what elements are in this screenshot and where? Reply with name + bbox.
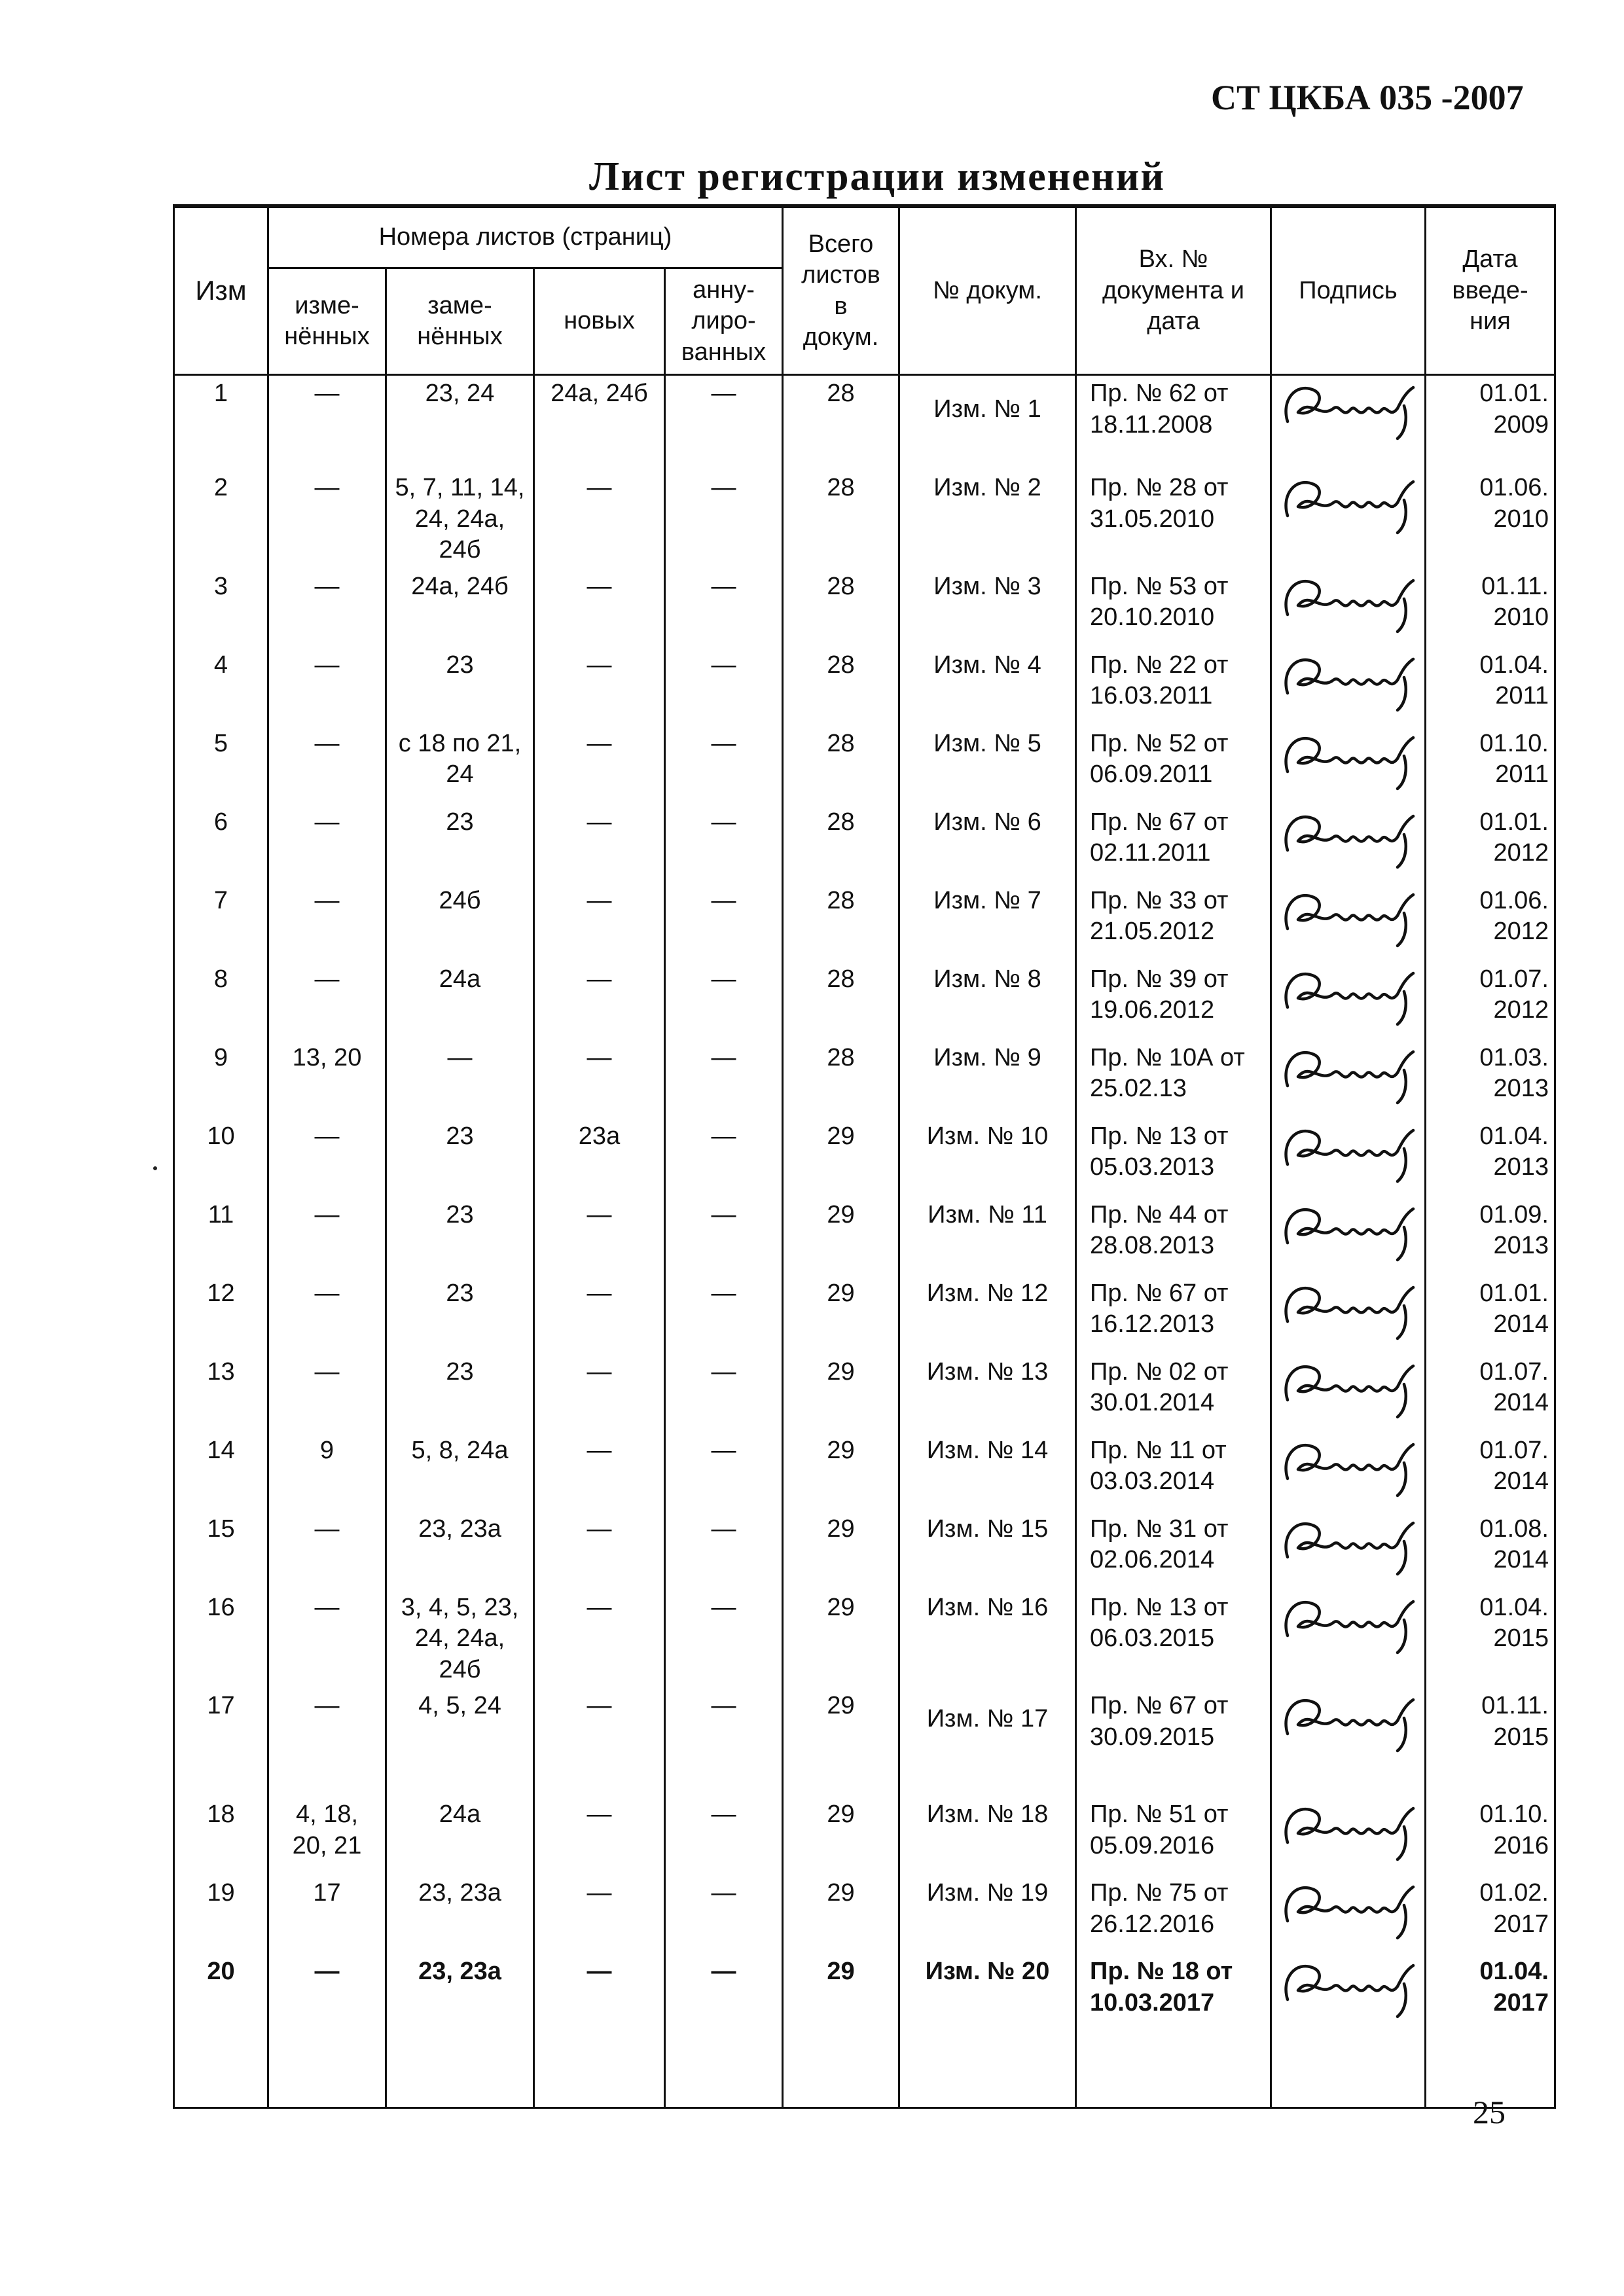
cell-doc-number: Изм. № 7 bbox=[899, 880, 1076, 959]
cell-incoming: Пр. № 33 от 21.05.2012 bbox=[1076, 880, 1271, 959]
handwritten-signature-icon bbox=[1277, 1954, 1421, 2019]
table-row bbox=[174, 1352, 1555, 1430]
cell-doc-number: Изм. № 5 bbox=[899, 723, 1076, 802]
change-registration-table bbox=[173, 204, 1556, 2109]
cell-total-sheets: 29 bbox=[783, 1509, 899, 1587]
cell-doc-number: Изм. № 13 bbox=[899, 1352, 1076, 1430]
cell-signature bbox=[1271, 1273, 1426, 1352]
cell-changed: — bbox=[268, 375, 386, 468]
cell-new: — bbox=[534, 880, 665, 959]
table-row bbox=[174, 1430, 1555, 1509]
cell-doc-number: Изм. № 18 bbox=[899, 1794, 1076, 1873]
table-row bbox=[174, 1509, 1555, 1587]
cell-total-sheets: 29 bbox=[783, 1194, 899, 1273]
cell-annulled: — bbox=[665, 467, 783, 566]
cell-izm: 14 bbox=[174, 1430, 268, 1509]
cell-izm: 3 bbox=[174, 566, 268, 645]
cell-annulled: — bbox=[665, 1794, 783, 1873]
cell-annulled: — bbox=[665, 1352, 783, 1430]
cell-izm: 12 bbox=[174, 1273, 268, 1352]
table-row bbox=[174, 566, 1555, 645]
cell-new: 23а bbox=[534, 1116, 665, 1194]
cell-signature bbox=[1271, 467, 1426, 566]
cell-annulled: — bbox=[665, 1273, 783, 1352]
page-title: Лист регистрации изменений bbox=[589, 154, 1166, 199]
cell-incoming: Пр. № 67 от 02.11.2011 bbox=[1076, 802, 1271, 880]
cell-incoming: Пр. № 67 от 30.09.2015 bbox=[1076, 1685, 1271, 1794]
cell-incoming: Пр. № 13 от 06.03.2015 bbox=[1076, 1587, 1271, 1686]
handwritten-signature-icon bbox=[1277, 883, 1421, 948]
cell-replaced: 23 bbox=[386, 1352, 534, 1430]
cell-changed: 4, 18, 20, 21 bbox=[268, 1794, 386, 1873]
handwritten-signature-icon bbox=[1277, 1590, 1421, 1655]
header-annulled: анну- лиро- ванных bbox=[665, 268, 783, 375]
handwritten-signature-icon bbox=[1277, 1688, 1421, 1753]
cell-new: — bbox=[534, 1873, 665, 1951]
cell-replaced: 3, 4, 5, 23, 24, 24а, 24б bbox=[386, 1587, 534, 1686]
cell-izm: 19 bbox=[174, 1873, 268, 1951]
cell-total-sheets: 29 bbox=[783, 1794, 899, 1873]
cell-replaced: 24а bbox=[386, 959, 534, 1037]
cell-signature bbox=[1271, 375, 1426, 468]
cell-date: 01.10. 2016 bbox=[1426, 1794, 1555, 1873]
cell-date: 01.01. 2014 bbox=[1426, 1273, 1555, 1352]
cell-signature bbox=[1271, 645, 1426, 723]
cell-replaced: 23 bbox=[386, 1116, 534, 1194]
cell-signature bbox=[1271, 1430, 1426, 1509]
cell-annulled: — bbox=[665, 802, 783, 880]
cell-signature bbox=[1271, 1685, 1426, 1794]
table-row bbox=[174, 1037, 1555, 1116]
handwritten-signature-icon bbox=[1277, 961, 1421, 1027]
cell-replaced: 5, 7, 11, 14, 24, 24а, 24б bbox=[386, 467, 534, 566]
table-row bbox=[174, 959, 1555, 1037]
cell-changed: — bbox=[268, 880, 386, 959]
cell-changed: 13, 20 bbox=[268, 1037, 386, 1116]
table-row bbox=[174, 467, 1555, 566]
cell-date: 01.02. 2017 bbox=[1426, 1873, 1555, 1951]
header-doc-number: № докум. bbox=[899, 206, 1076, 375]
cell-total-sheets: 28 bbox=[783, 723, 899, 802]
cell-izm: 9 bbox=[174, 1037, 268, 1116]
cell-replaced: 23 bbox=[386, 1194, 534, 1273]
cell-doc-number: Изм. № 17 bbox=[899, 1685, 1076, 1794]
cell-replaced: 5, 8, 24а bbox=[386, 1430, 534, 1509]
handwritten-signature-icon bbox=[1277, 1797, 1421, 1862]
handwritten-signature-icon bbox=[1277, 1276, 1421, 1341]
handwritten-signature-icon bbox=[1277, 569, 1421, 634]
cell-doc-number: Изм. № 6 bbox=[899, 802, 1076, 880]
header-new: новых bbox=[534, 268, 665, 375]
cell-incoming: Пр. № 11 от 03.03.2014 bbox=[1076, 1430, 1271, 1509]
cell-changed: — bbox=[268, 1352, 386, 1430]
cell-doc-number: Изм. № 12 bbox=[899, 1273, 1076, 1352]
header-sheet-numbers: Номера листов (страниц) bbox=[268, 206, 783, 268]
cell-signature bbox=[1271, 880, 1426, 959]
cell-new: — bbox=[534, 1352, 665, 1430]
cell-date: 01.04. 2013 bbox=[1426, 1116, 1555, 1194]
cell-izm: 6 bbox=[174, 802, 268, 880]
cell-annulled: — bbox=[665, 566, 783, 645]
cell-date: 01.04. 2011 bbox=[1426, 645, 1555, 723]
cell-replaced: 23, 23а bbox=[386, 1873, 534, 1951]
cell-replaced: 24б bbox=[386, 880, 534, 959]
cell-doc-number: Изм. № 10 bbox=[899, 1116, 1076, 1194]
cell-annulled: — bbox=[665, 1685, 783, 1794]
cell-changed: 9 bbox=[268, 1430, 386, 1509]
cell-new: — bbox=[534, 566, 665, 645]
table-row bbox=[174, 802, 1555, 880]
cell-doc-number: Изм. № 16 bbox=[899, 1587, 1076, 1686]
cell-date: 01.04. 2015 bbox=[1426, 1587, 1555, 1686]
cell-replaced: 23, 23а bbox=[386, 1509, 534, 1587]
header-incoming: Вх. № документа и дата bbox=[1076, 206, 1271, 375]
cell-new: — bbox=[534, 802, 665, 880]
cell-doc-number: Изм. № 19 bbox=[899, 1873, 1076, 1951]
cell-new: 24а, 24б bbox=[534, 375, 665, 468]
cell-incoming: Пр. № 67 от 16.12.2013 bbox=[1076, 1273, 1271, 1352]
cell-signature bbox=[1271, 1509, 1426, 1587]
cell-replaced: 23 bbox=[386, 802, 534, 880]
cell-izm: 4 bbox=[174, 645, 268, 723]
header-izm: Изм bbox=[174, 206, 268, 375]
cell-signature bbox=[1271, 802, 1426, 880]
cell-annulled: — bbox=[665, 1037, 783, 1116]
cell-izm: 20 bbox=[174, 1951, 268, 2108]
handwritten-signature-icon bbox=[1277, 1433, 1421, 1498]
table-row bbox=[174, 1951, 1555, 2108]
cell-annulled: — bbox=[665, 1951, 783, 2108]
cell-date: 01.01. 2012 bbox=[1426, 802, 1555, 880]
cell-replaced: 23 bbox=[386, 645, 534, 723]
cell-signature bbox=[1271, 1873, 1426, 1951]
cell-changed: — bbox=[268, 566, 386, 645]
cell-changed: 17 bbox=[268, 1873, 386, 1951]
cell-incoming: Пр. № 22 от 16.03.2011 bbox=[1076, 645, 1271, 723]
cell-doc-number: Изм. № 20 bbox=[899, 1951, 1076, 2108]
cell-changed: — bbox=[268, 645, 386, 723]
cell-total-sheets: 28 bbox=[783, 566, 899, 645]
cell-new: — bbox=[534, 959, 665, 1037]
cell-izm: 18 bbox=[174, 1794, 268, 1873]
cell-izm: 13 bbox=[174, 1352, 268, 1430]
cell-signature bbox=[1271, 1194, 1426, 1273]
handwritten-signature-icon bbox=[1277, 647, 1421, 713]
cell-signature bbox=[1271, 1951, 1426, 2108]
cell-izm: 11 bbox=[174, 1194, 268, 1273]
cell-changed: — bbox=[268, 1194, 386, 1273]
cell-new: — bbox=[534, 1430, 665, 1509]
cell-izm: 2 bbox=[174, 467, 268, 566]
cell-date: 01.07. 2014 bbox=[1426, 1352, 1555, 1430]
cell-changed: — bbox=[268, 1951, 386, 2108]
cell-annulled: — bbox=[665, 1430, 783, 1509]
cell-total-sheets: 29 bbox=[783, 1430, 899, 1509]
cell-changed: — bbox=[268, 802, 386, 880]
cell-doc-number: Изм. № 9 bbox=[899, 1037, 1076, 1116]
header-changed: изме- нённых bbox=[268, 268, 386, 375]
cell-incoming: Пр. № 39 от 19.06.2012 bbox=[1076, 959, 1271, 1037]
table-body bbox=[174, 375, 1555, 2108]
handwritten-signature-icon bbox=[1277, 1119, 1421, 1184]
cell-signature bbox=[1271, 723, 1426, 802]
handwritten-signature-icon bbox=[1277, 470, 1421, 535]
handwritten-signature-icon bbox=[1277, 376, 1421, 441]
cell-doc-number: Изм. № 4 bbox=[899, 645, 1076, 723]
cell-new: — bbox=[534, 1587, 665, 1686]
cell-incoming: Пр. № 18 от 10.03.2017 bbox=[1076, 1951, 1271, 2108]
cell-new: — bbox=[534, 1951, 665, 2108]
cell-changed: — bbox=[268, 467, 386, 566]
cell-signature bbox=[1271, 1794, 1426, 1873]
cell-annulled: — bbox=[665, 1116, 783, 1194]
cell-incoming: Пр. № 52 от 06.09.2011 bbox=[1076, 723, 1271, 802]
cell-total-sheets: 29 bbox=[783, 1116, 899, 1194]
cell-replaced: 24а bbox=[386, 1794, 534, 1873]
cell-signature bbox=[1271, 1037, 1426, 1116]
cell-replaced: с 18 по 21, 24 bbox=[386, 723, 534, 802]
cell-annulled: — bbox=[665, 880, 783, 959]
cell-new: — bbox=[534, 1794, 665, 1873]
cell-total-sheets: 28 bbox=[783, 467, 899, 566]
handwritten-signature-icon bbox=[1277, 1040, 1421, 1105]
page-number: 25 bbox=[1473, 2094, 1506, 2130]
cell-doc-number: Изм. № 14 bbox=[899, 1430, 1076, 1509]
table-row bbox=[174, 1685, 1555, 1794]
cell-replaced: 23, 24 bbox=[386, 375, 534, 468]
cell-doc-number: Изм. № 15 bbox=[899, 1509, 1076, 1587]
cell-changed: — bbox=[268, 1273, 386, 1352]
cell-incoming: Пр. № 44 от 28.08.2013 bbox=[1076, 1194, 1271, 1273]
cell-annulled: — bbox=[665, 959, 783, 1037]
cell-date: 01.11. 2010 bbox=[1426, 566, 1555, 645]
cell-doc-number: Изм. № 11 bbox=[899, 1194, 1076, 1273]
cell-date: 01.07. 2014 bbox=[1426, 1430, 1555, 1509]
cell-total-sheets: 28 bbox=[783, 802, 899, 880]
cell-new: — bbox=[534, 1273, 665, 1352]
cell-doc-number: Изм. № 3 bbox=[899, 566, 1076, 645]
cell-annulled: — bbox=[665, 1194, 783, 1273]
cell-date: 01.07. 2012 bbox=[1426, 959, 1555, 1037]
cell-izm: 17 bbox=[174, 1685, 268, 1794]
table-row bbox=[174, 1873, 1555, 1951]
table-row bbox=[174, 1116, 1555, 1194]
cell-replaced: 4, 5, 24 bbox=[386, 1685, 534, 1794]
cell-signature bbox=[1271, 1352, 1426, 1430]
cell-izm: 16 bbox=[174, 1587, 268, 1686]
cell-total-sheets: 28 bbox=[783, 959, 899, 1037]
cell-doc-number: Изм. № 1 bbox=[899, 375, 1076, 468]
cell-total-sheets: 29 bbox=[783, 1685, 899, 1794]
cell-incoming: Пр. № 62 от 18.11.2008 bbox=[1076, 375, 1271, 468]
cell-incoming: Пр. № 28 от 31.05.2010 bbox=[1076, 467, 1271, 566]
cell-date: 01.10. 2011 bbox=[1426, 723, 1555, 802]
cell-changed: — bbox=[268, 1116, 386, 1194]
cell-izm: 15 bbox=[174, 1509, 268, 1587]
cell-new: — bbox=[534, 723, 665, 802]
cell-replaced: 24а, 24б bbox=[386, 566, 534, 645]
cell-changed: — bbox=[268, 959, 386, 1037]
cell-izm: 1 bbox=[174, 375, 268, 468]
cell-replaced: — bbox=[386, 1037, 534, 1116]
cell-annulled: — bbox=[665, 1587, 783, 1686]
handwritten-signature-icon bbox=[1277, 726, 1421, 791]
cell-incoming: Пр. № 13 от 05.03.2013 bbox=[1076, 1116, 1271, 1194]
table-row bbox=[174, 880, 1555, 959]
header-date: Дата введе- ния bbox=[1426, 206, 1555, 375]
cell-annulled: — bbox=[665, 723, 783, 802]
cell-annulled: — bbox=[665, 1873, 783, 1951]
cell-izm: 7 bbox=[174, 880, 268, 959]
cell-date: 01.11. 2015 bbox=[1426, 1685, 1555, 1794]
cell-signature bbox=[1271, 1587, 1426, 1686]
handwritten-signature-icon bbox=[1277, 804, 1421, 870]
cell-incoming: Пр. № 75 от 26.12.2016 bbox=[1076, 1873, 1271, 1951]
cell-doc-number: Изм. № 2 bbox=[899, 467, 1076, 566]
cell-date: 01.08. 2014 bbox=[1426, 1509, 1555, 1587]
cell-new: — bbox=[534, 645, 665, 723]
cell-total-sheets: 28 bbox=[783, 375, 899, 468]
cell-changed: — bbox=[268, 723, 386, 802]
scan-speck bbox=[153, 1166, 157, 1170]
cell-replaced: 23 bbox=[386, 1273, 534, 1352]
cell-signature bbox=[1271, 1116, 1426, 1194]
cell-date: 01.09. 2013 bbox=[1426, 1194, 1555, 1273]
cell-new: — bbox=[534, 1685, 665, 1794]
cell-total-sheets: 29 bbox=[783, 1352, 899, 1430]
cell-changed: — bbox=[268, 1685, 386, 1794]
cell-incoming: Пр. № 31 от 02.06.2014 bbox=[1076, 1509, 1271, 1587]
table-row bbox=[174, 375, 1555, 468]
cell-izm: 5 bbox=[174, 723, 268, 802]
header-replaced: заме- нённых bbox=[386, 268, 534, 375]
cell-changed: — bbox=[268, 1509, 386, 1587]
cell-new: — bbox=[534, 1509, 665, 1587]
table-row bbox=[174, 723, 1555, 802]
table-row bbox=[174, 1273, 1555, 1352]
cell-annulled: — bbox=[665, 1509, 783, 1587]
cell-doc-number: Изм. № 8 bbox=[899, 959, 1076, 1037]
cell-changed: — bbox=[268, 1587, 386, 1686]
cell-total-sheets: 28 bbox=[783, 880, 899, 959]
table-row bbox=[174, 645, 1555, 723]
cell-new: — bbox=[534, 1037, 665, 1116]
handwritten-signature-icon bbox=[1277, 1875, 1421, 1941]
cell-signature bbox=[1271, 959, 1426, 1037]
cell-annulled: — bbox=[665, 645, 783, 723]
cell-total-sheets: 29 bbox=[783, 1951, 899, 2108]
cell-date: 01.03. 2013 bbox=[1426, 1037, 1555, 1116]
table-row bbox=[174, 1194, 1555, 1273]
cell-date: 01.06. 2010 bbox=[1426, 467, 1555, 566]
cell-izm: 8 bbox=[174, 959, 268, 1037]
cell-date: 01.06. 2012 bbox=[1426, 880, 1555, 959]
cell-date: 01.01. 2009 bbox=[1426, 375, 1555, 468]
cell-replaced: 23, 23а bbox=[386, 1951, 534, 2108]
cell-total-sheets: 28 bbox=[783, 645, 899, 723]
handwritten-signature-icon bbox=[1277, 1354, 1421, 1420]
cell-total-sheets: 29 bbox=[783, 1273, 899, 1352]
cell-incoming: Пр. № 02 от 30.01.2014 bbox=[1076, 1352, 1271, 1430]
cell-incoming: Пр. № 53 от 20.10.2010 bbox=[1076, 566, 1271, 645]
handwritten-signature-icon bbox=[1277, 1197, 1421, 1263]
table-row bbox=[174, 1794, 1555, 1873]
cell-signature bbox=[1271, 566, 1426, 645]
cell-annulled: — bbox=[665, 375, 783, 468]
cell-incoming: Пр. № 10А от 25.02.13 bbox=[1076, 1037, 1271, 1116]
cell-date: 01.04. 2017 bbox=[1426, 1951, 1555, 2108]
cell-new: — bbox=[534, 1194, 665, 1273]
header-signature: Подпись bbox=[1271, 206, 1426, 375]
cell-total-sheets: 28 bbox=[783, 1037, 899, 1116]
header-total-sheets: Всего листов в докум. bbox=[783, 206, 899, 375]
cell-izm: 10 bbox=[174, 1116, 268, 1194]
cell-total-sheets: 29 bbox=[783, 1587, 899, 1686]
table-row bbox=[174, 1587, 1555, 1686]
document-code: СТ ЦКБА 035 -2007 bbox=[1211, 78, 1524, 117]
cell-incoming: Пр. № 51 от 05.09.2016 bbox=[1076, 1794, 1271, 1873]
handwritten-signature-icon bbox=[1277, 1511, 1421, 1577]
cell-new: — bbox=[534, 467, 665, 566]
cell-total-sheets: 29 bbox=[783, 1873, 899, 1951]
